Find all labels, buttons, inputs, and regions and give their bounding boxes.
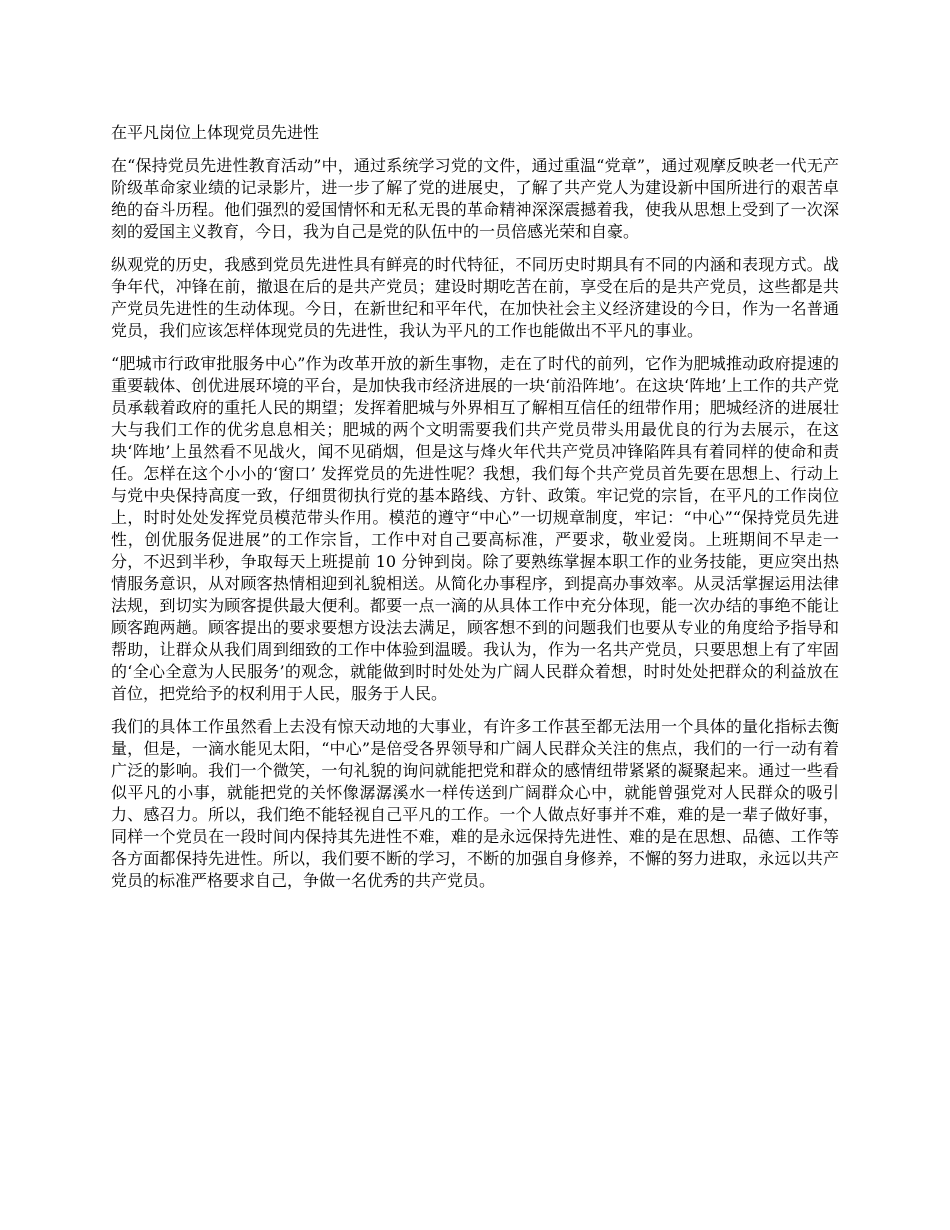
paragraph-4: 我们的具体工作虽然看上去没有惊天动地的大事业，有许多工作甚至都无法用一个具体的量化指标去衡量，但是，一滴水能见太阳，“中心”是倍受各界领导和广阔人民群众关注的焦点，我们的一行一动有着广泛的影响。我们一个微笑，一句礼貌的询问就能把党和群众的感情纽带紧紧的凝聚起来。通过一些看似平凡的小事，就能把党的关怀像潺潺溪水一样传送到广阔群众心中，就能曾强党对人民群众的吸引力、感召力。所以，我们绝不能轻视自己平凡的工作。一个人做点好事并不难，难的是一辈子做好事，同样一个党员在一段时间内保持其先进性不难，难的是永远保持先进性、难的是在思想、品德、工作等各方面都保持先进性。所以，我们要不断的学习，不断的加强自身修养，不懈的努力进取，永远以共产党员的标准严格要求自己，争做一名优秀的共产党员。 — [111, 717, 839, 890]
document-page — [111, 122, 839, 903]
document-title: 在平凡岗位上体现党员先进性 — [111, 123, 320, 142]
paragraph-1: 在“保持党员先进性教育活动”中，通过系统学习党的文件，通过重温“党章”，通过观摩反映老一代无产阶级革命家业绩的记录影片，进一步了解了党的进展史，了解了共产党人为建设新中国所进行的艰苦卓绝的奋斗历程。他们强烈的爱国情怀和无私无畏的革命精神深深震撼着我，使我从思想上受到了一次深刻的爱国主义教育，今日，我为自己是党的队伍中的一员倍感光荣和自豪。 — [111, 156, 839, 241]
paragraph-2: 纵观党的历史，我感到党员先进性具有鲜亮的时代特征，不同历史时期具有不同的内涵和表现方式。战争年代，冲锋在前，撤退在后的是共产党员；建设时期吃苦在前，享受在后的是共产党员，这些都是共产党员先进性的生动体现。今日，在新世纪和平年代，在加快社会主义经济建设的今日，作为一名普通党员，我们应该怎样体现党员的先进性，我认为平凡的工作也能做出不平凡的事业。 — [111, 255, 839, 340]
paragraph-3: “肥城市行政审批服务中心”作为改革开放的新生事物，走在了时代的前列，它作为肥城推动政府提速的重要载体、创优进展环境的平台，是加快我市经济进展的一块‘前沿阵地’。在这块‘阵地’上工作的共产党员承载着政府的重托人民的期望；发挥着肥城与外界相互了解相互信任的纽带作用；肥城经济的进展壮大与我们工作的优劣息息相关；肥城的两个文明需要我们共产党员带头用最优良的行为去展示，在这块‘阵地’上虽然看不见战火，闻不见硝烟，但是这与烽火年代共产党员冲锋陷阵具有着同样的使命和责任。怎样在这个小小的‘窗口’ 发挥党员的先进性呢？我想，我们每个共产党员首先要在思想上、行动上与党中央保持高度一致，仔细贯彻执行党的基本路线、方针、政策。牢记党的宗旨，在平凡的工作岗位上，时时处处发挥党员模范带头作用。模范的遵守“中心”一切规章制度，牢记：“中心”“保持党员先进性，创优服务促进展”的工作宗旨，工作中对自己要高标准，严要求，敬业爱岗。上班期间不早走一分，不迟到半秒，争取每天上班提前 10 分钟到岗。除了要熟练掌握本职工作的业务技能，更应突出热情服务意识，从对顾客热情相迎到礼貌相送。从简化办事程序，到提高办事效率。从灵活掌握运用法律法规，到切实为顾客提供最大便利。都要一点一滴的从具体工作中充分体现，能一次办结的事绝不能让顾客跑两趟。顾客提出的要求要想方设法去满足，顾客想不到的问题我们也要从专业的角度给予指导和帮助，让群众从我们周到细致的工作中体验到温暖。我认为，作为一名共产党员，只要思想上有了牢固的‘全心全意为人民服务’的观念，就能做到时时处处为广阔人民群众着想，时时处处把群众的利益放在首位，把党给予的权利用于人民，服务于人民。 — [111, 354, 839, 703]
